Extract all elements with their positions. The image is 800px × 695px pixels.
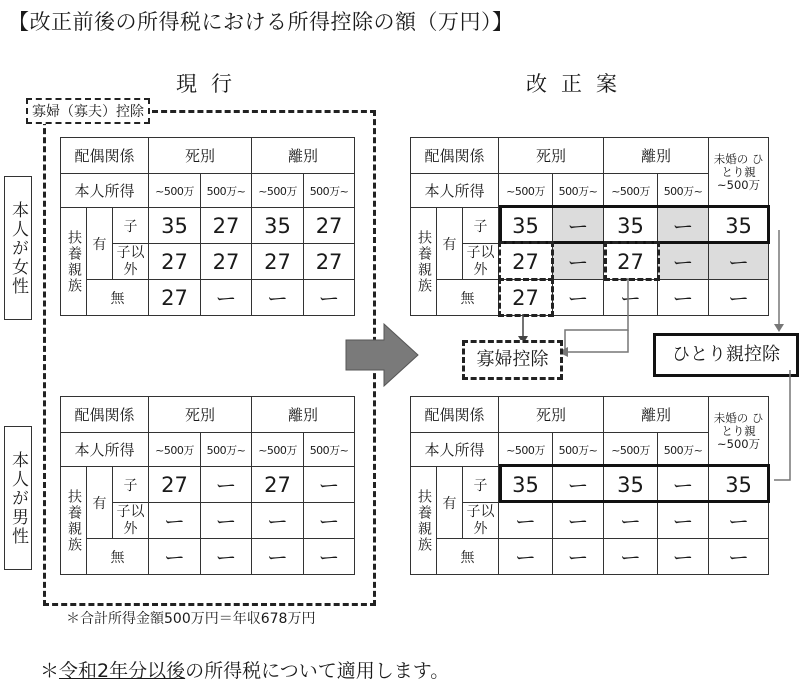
header-over500: 500万~: [553, 174, 604, 208]
table-cell: 27: [201, 208, 252, 244]
table-cell: 27: [499, 244, 553, 280]
table-cell: ー: [499, 503, 553, 539]
table-cell: ー: [201, 280, 252, 316]
table-cell: 35: [604, 208, 658, 244]
single-parent-deduction-label: ひとり親控除: [653, 333, 799, 377]
header-own-income: 本人所得: [411, 174, 499, 208]
header-other-than-child: 子以外: [113, 244, 149, 280]
table-cell: 35: [709, 467, 769, 503]
single-parent-highlight-male: [499, 464, 770, 503]
table-cell: ー: [252, 280, 304, 316]
table-cell: ー: [553, 208, 604, 244]
table-cell: ー: [658, 244, 709, 280]
table-cell: ー: [553, 280, 604, 316]
connector-line-male: [774, 350, 798, 490]
header-over500: 500万~: [304, 174, 355, 208]
table-cell: ー: [149, 503, 201, 539]
table-cell: 27: [499, 280, 553, 316]
male-side-label: 本人が男性: [4, 426, 32, 570]
table-cell: ー: [604, 503, 658, 539]
table-cell: 27: [149, 467, 201, 503]
table-cell: ー: [658, 539, 709, 575]
header-divorce: 離別: [604, 138, 709, 174]
table-cell: ー: [604, 280, 658, 316]
header-child: 子: [113, 208, 149, 244]
table-cell: ー: [658, 467, 709, 503]
table-cell: ー: [553, 503, 604, 539]
current-female-table: [60, 137, 355, 316]
table-cell: ー: [304, 539, 355, 575]
header-child: 子: [113, 467, 149, 503]
current-male-table: [60, 396, 355, 575]
table-cell: ー: [201, 503, 252, 539]
table-cell: ー: [658, 503, 709, 539]
table-cell: 27: [201, 244, 252, 280]
header-dependents: 扶養親族: [61, 208, 87, 316]
header-other-than-child: 子以外: [113, 503, 149, 539]
header-dependents: 扶養親族: [61, 467, 87, 575]
header-none: 無: [437, 280, 499, 316]
table-cell: 27: [149, 280, 201, 316]
header-over500: 500万~: [658, 174, 709, 208]
header-dependents: 扶養親族: [411, 208, 437, 316]
table-cell: ー: [553, 467, 604, 503]
header-child: 子: [463, 208, 499, 244]
header-yes: 有: [437, 208, 463, 280]
table-cell: ー: [553, 244, 604, 280]
table-cell: 27: [149, 244, 201, 280]
header-spouse-relation: 配偶関係: [61, 397, 149, 433]
table-cell: 35: [499, 467, 553, 503]
table-cell: ー: [709, 539, 769, 575]
header-divorce: 離別: [252, 397, 355, 433]
current-group-label: 寡婦（寡夫）控除: [26, 98, 150, 124]
header-own-income: 本人所得: [61, 174, 149, 208]
header-over500: 500万~: [201, 433, 252, 467]
table-cell: ー: [709, 503, 769, 539]
header-yes: 有: [87, 467, 113, 539]
table-cell: 27: [604, 244, 658, 280]
header-under500: ~500万: [252, 433, 304, 467]
header-divorce: 離別: [604, 397, 709, 433]
header-unmarried-single-parent: 未婚の ひとり親 ~500万: [709, 138, 769, 208]
header-spouse-relation: 配偶関係: [61, 138, 149, 174]
header-under500: ~500万: [149, 174, 201, 208]
header-yes: 有: [437, 467, 463, 539]
header-under500: ~500万: [252, 174, 304, 208]
table-cell: ー: [604, 539, 658, 575]
header-spouse-relation: 配偶関係: [411, 397, 499, 433]
table-cell: ー: [201, 539, 252, 575]
header-death: 死別: [149, 397, 252, 433]
table-cell: 35: [252, 208, 304, 244]
table-cell: ー: [304, 503, 355, 539]
table-cell: ー: [658, 280, 709, 316]
header-under500: ~500万: [149, 433, 201, 467]
header-none: 無: [87, 539, 149, 575]
header-under500: ~500万: [499, 433, 553, 467]
header-over500: 500万~: [304, 433, 355, 467]
header-death: 死別: [499, 138, 604, 174]
widow-deduction-label: 寡婦控除: [462, 340, 563, 380]
table-cell: ー: [709, 280, 769, 316]
table-cell: ー: [499, 539, 553, 575]
header-dependents: 扶養親族: [411, 467, 437, 575]
table-cell: 27: [304, 208, 355, 244]
table-cell: ー: [709, 244, 769, 280]
header-own-income: 本人所得: [411, 433, 499, 467]
proposal-heading: 改正案: [526, 72, 631, 96]
table-cell: ー: [252, 503, 304, 539]
header-over500: 500万~: [201, 174, 252, 208]
female-side-label: 本人が女性: [4, 176, 32, 320]
table-cell: 35: [604, 467, 658, 503]
table-cell: 35: [149, 208, 201, 244]
table-cell: 27: [304, 244, 355, 280]
table-cell: 27: [252, 467, 304, 503]
table-cell: 27: [252, 244, 304, 280]
header-other-than-child: 子以外: [463, 503, 499, 539]
current-heading: 現行: [176, 72, 246, 96]
header-death: 死別: [149, 138, 252, 174]
table-cell: ー: [201, 467, 252, 503]
header-under500: ~500万: [604, 174, 658, 208]
header-child: 子: [463, 467, 499, 503]
header-under500: ~500万: [604, 433, 658, 467]
header-over500: 500万~: [553, 433, 604, 467]
income-note: ＊合計所得金額500万円＝年収678万円: [66, 611, 316, 627]
header-yes: 有: [87, 208, 113, 280]
page-title: 【改正前後の所得税における所得控除の額（万円）】: [8, 10, 514, 34]
header-none: 無: [87, 280, 149, 316]
table-cell: ー: [304, 280, 355, 316]
header-under500: ~500万: [499, 174, 553, 208]
table-cell: ー: [304, 467, 355, 503]
header-spouse-relation: 配偶関係: [411, 138, 499, 174]
table-cell: 35: [499, 208, 553, 244]
header-unmarried-single-parent: 未婚の ひとり親 ~500万: [709, 397, 769, 467]
table-cell: ー: [658, 208, 709, 244]
table-cell: ー: [252, 539, 304, 575]
header-over500: 500万~: [658, 433, 709, 467]
header-own-income: 本人所得: [61, 433, 149, 467]
footnote: ＊令和2年分以後の所得税について適用します。: [40, 660, 450, 682]
table-cell: ー: [149, 539, 201, 575]
table-cell: ー: [553, 539, 604, 575]
header-death: 死別: [499, 397, 604, 433]
header-divorce: 離別: [252, 138, 355, 174]
header-other-than-child: 子以外: [463, 244, 499, 280]
table-cell: 35: [709, 208, 769, 244]
header-none: 無: [437, 539, 499, 575]
